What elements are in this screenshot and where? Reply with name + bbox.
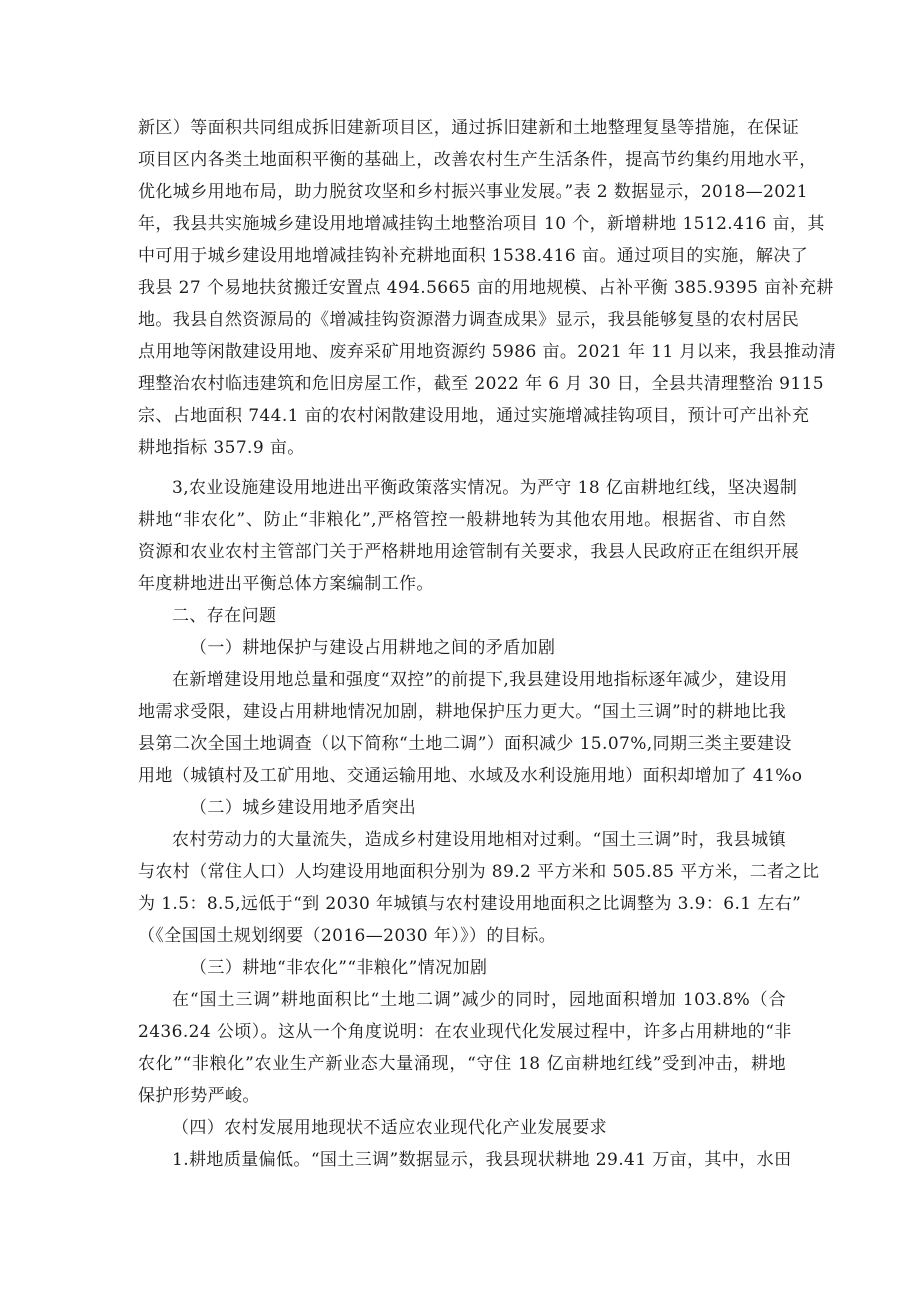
body-paragraph: [138, 984, 792, 1112]
text-line: 二、存在问题: [172, 606, 277, 626]
text-line: （一）耕地保护与建设占用耕地之间的矛盾加剧: [190, 638, 556, 658]
text-line: （四）农村发展用地现状不适应农业现代化产业发展要求: [172, 1118, 607, 1138]
text-line: 保护形势严峻。: [138, 1086, 260, 1106]
text-line: 为 1.5：8.5,远低于“到 2030 年城镇与农村建设用地面积之比调整为 3.9：6.1 左右”: [138, 894, 802, 914]
text-line: 宗、占地面积 744.1 亩的农村闲散建设用地，通过实施增减挂钩项目，预计可产出补充: [138, 406, 810, 426]
subsection-heading: [138, 632, 786, 664]
text-line: 项目区内各类土地面积平衡的基础上，改善农村生产生活条件，提高节约集约用地水平，: [138, 150, 817, 170]
text-line: 中可用于城乡建设用地增减挂钩补充耕地面积 1538.416 亩。通过项目的实施，解决了: [138, 246, 809, 266]
document-page: [138, 112, 836, 1176]
text-line: 点用地等闲散建设用地、废弃采矿用地资源约 5986 亩。2021 年 11 月以来，我县推动清: [138, 342, 836, 362]
text-line: 耕地指标 357.9 亩。: [138, 438, 305, 458]
text-line: 1.耕地质量偏低。“国土三调”数据显示，我县现状耕地 29.41 万亩，其中，水田: [172, 1150, 792, 1170]
text-line: 在“国土三调”耕地面积比“土地二调”减少的同时，园地面积增加 103.8%（合: [172, 990, 786, 1010]
text-line: 优化城乡用地布局，助力脱贫攻坚和乡村振兴事业发展。”表 2 数据显示，2018—2021: [138, 182, 808, 202]
text-line: 用地（城镇村及工矿用地、交通运输用地、水域及水利设施用地）面积却增加了 41%o: [138, 766, 803, 786]
text-line: 农化”“非粮化”农业生产新业态大量涌现，“守住 18 亿亩耕地红线”受到冲击，耕地: [138, 1054, 786, 1074]
text-line: 年，我县共实施城乡建设用地增减挂钩土地整治项目 10 个，新增耕地 1512.416 亩，其: [138, 214, 825, 234]
subsection-heading: [138, 792, 786, 824]
body-paragraph: [138, 1144, 792, 1176]
body-paragraph: [138, 824, 820, 952]
text-line: （《全国国土规划纲要（2016—2030 年）》）的目标。: [138, 926, 557, 946]
body-paragraph: [138, 664, 803, 792]
text-line: 我县 27 个易地扶贫搬迁安置点 494.5665 亩的用地规模、占补平衡 385.9395 亩补充耕: [138, 278, 834, 298]
text-line: 3,农业设施建设用地进出平衡政策落实情况。为严守 18 亿亩耕地红线，坚决遏制: [172, 478, 798, 498]
text-line: 在新增建设用地总量和强度“双控”的前提下,我县建设用地指标逐年减少，建设用: [172, 670, 788, 690]
text-line: （二）城乡建设用地矛盾突出: [190, 798, 417, 818]
text-line: 资源和农业农村主管部门关于严格耕地用途管制有关要求，我县人民政府正在组织开展: [138, 542, 800, 562]
body-paragraph: [138, 112, 836, 464]
text-line: 地。我县自然资源局的《增减挂钩资源潜力调查成果》显示，我县能够复垦的农村居民: [138, 310, 800, 330]
text-line: 与农村（常住人口）人均建设用地面积分别为 89.2 平方米和 505.85 平方米，二者之比: [138, 862, 820, 882]
section-heading: [138, 600, 786, 632]
text-line: 2436.24 公顷）。这从一个角度说明：在农业现代化发展过程中，许多占用耕地的“非: [138, 1022, 792, 1042]
text-line: 地需求受限，建设占用耕地情况加剧，耕地保护压力更大。“国土三调”时的耕地比我: [138, 702, 786, 722]
subsection-heading: [138, 1112, 786, 1144]
text-line: 县第二次全国土地调查（以下简称“土地二调”）面积减少 15.07%,同期三类主要建设: [138, 734, 792, 754]
text-line: 年度耕地进出平衡总体方案编制工作。: [138, 574, 434, 594]
subsection-heading: [138, 952, 786, 984]
text-line: （三）耕地“非农化”“非粮化”情况加剧: [190, 958, 488, 978]
text-line: 耕地“非农化”、防止“非粮化”,严格管控一般耕地转为其他农用地。根据省、市自然: [138, 510, 786, 530]
text-line: 新区）等面积共同组成拆旧建新项目区，通过拆旧建新和土地整理复垦等措施，在保证: [138, 118, 800, 138]
text-line: 农村劳动力的大量流失，造成乡村建设用地相对过剩。“国土三调”时，我县城镇: [172, 830, 786, 850]
body-paragraph: [138, 472, 800, 600]
text-line: 理整治农村临违建筑和危旧房屋工作，截至 2022 年 6 月 30 日，全县共清理整治 9115: [138, 374, 825, 394]
